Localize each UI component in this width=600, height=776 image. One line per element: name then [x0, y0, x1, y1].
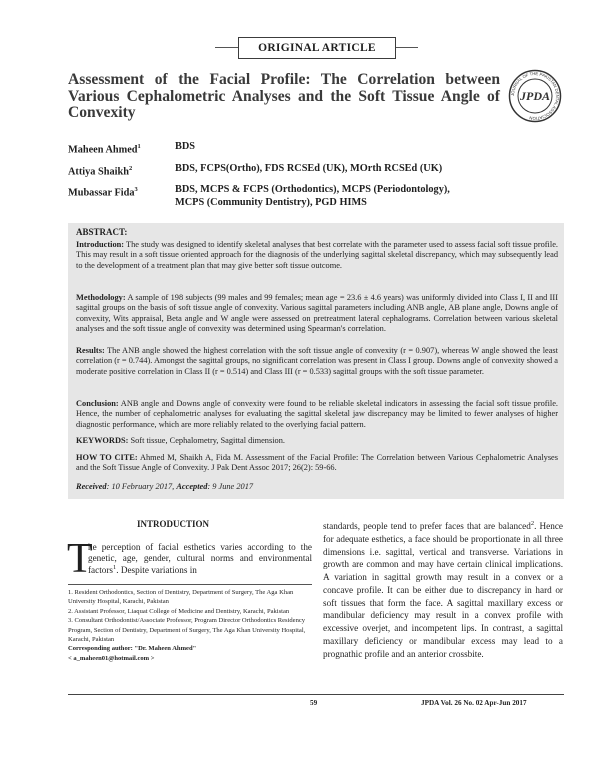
abstract-how-to-cite: HOW TO CITE: Ahmed M, Shaikh A, Fida M. Assessment of the Facial Profile: The Correlation between Various Cephalometric Analyses and the Soft Tissue Angle of Convexity. J Pak Dent Assoc 2017; 26(2): 59-66. — [76, 453, 559, 473]
abstract-results: Results: The ANB angle showed the highest correlation with the soft tissue angle of convexity (r = 0.907), whereas W angle showed the least correlation (r = 0.744). Amongst the sagittal groups, no significant correlation was present in Class I group. Downs angle of convexity showed a moderate positive correlation in Class II (r = 0.514) and Class III (r = 0.533) sagittal groups with the soft tissue parameter. — [76, 346, 558, 376]
journal-citation: JPDA Vol. 26 No. 02 Apr-Jun 2017 — [421, 699, 527, 707]
author-degrees: BDS, FCPS(Ortho), FDS RCSEd (UK), MOrth RCSEd (UK) — [175, 163, 443, 174]
footnote-rule — [68, 584, 312, 585]
author-name: Maheen Ahmed$^1$ — [68, 143, 141, 156]
corresponding-author: Corresponding author: "Dr. Maheen Ahmed" — [68, 645, 197, 653]
author-degrees: MCPS (Community Dentistry), PGD HIMS — [175, 197, 367, 208]
abstract-conclusion: Conclusion: ANB angle and Downs angle of convexity were found to be reliable skeletal indicators in assessing the facial soft tissue profile. Hence, the number of cephalometric analyses for evaluating the sagittal skeletal jaw discrepancy may be limited to fewer analyses of higher diagnostic performance, which are more reliably related to the overlying facial pattern. — [76, 399, 558, 429]
abstract-heading: ABSTRACT: — [76, 227, 128, 237]
seal-ring-text: JOURNAL OF THE PAKISTAN DENTAL ASSOCIATION — [509, 70, 561, 122]
article-title: Assessment of the Facial Profile: The Correlation between Various Cephalometric Analyses and the Soft Tissue Angle of Convexity — [68, 71, 500, 121]
footnote: 2. Assistant Professor, Liaquat College of Medicine and Dentistry, Karachi, Pakistan — [68, 607, 290, 615]
seal-icon — [508, 69, 562, 123]
introduction-col2: standards, people tend to prefer faces that are balanced$^2$. Hence for adequate esthetics, a face should be proportionate in all three dimensions i.e. sagittal, vertical and transverse. Variations in growth are common and may have certain clinical implications. A variation in sagittal growth may result in a convex or a concave profile. It can be either due to discrepancy in hard or soft tissues that form the face. A sagittal maxillary excess or mandibular deficiency may result in a convex profile with excessive overjet, and incompetent lips. In contrast, a sagittal maxillary deficiency or mandibular excess may lead to a prognathic profile and an anterior crossbite. — [323, 520, 563, 659]
seal-text: JPDA — [520, 89, 550, 103]
abstract-dates: Received: 10 February 2017, Accepted: 9 June 2017 — [76, 482, 254, 491]
footnote: 3. Consultant Orthodontist/Associate Professor, Program Director Orthodontics Residency Program, Section of Dentistry, Department of Surgery, The Aga Khan University Hospital, Karachi, Pakistan — [68, 617, 306, 644]
abstract-methodology: Methodology: A sample of 198 subjects (99 males and 99 females; mean age = 23.6 ± 4.6 years) was uniformly divided into Class I, II and III sagittal groups on the basis of soft tissue angle of convexity. Various sagittal parameters including ANB angle, AB plane angle, Downs angle of convexity, Wits appraisal, Beta angle and W angle were assessed on pretreatment lateral cephalograms. Correlation between various skeletal analyses and the soft tissue angle of convexity was determined using Spearman's correlation. — [76, 293, 558, 334]
article-type-badge — [238, 37, 396, 59]
abstract-introduction: Introduction: The study was designed to identify skeletal analyses that best correlate with the parameter used to assess facial soft tissue profile. This may result in a soft tissue oriented approach for the diagnosis of the underlying sagittal skeletal discrepancy, which may subsequently lead to the development of a treatment plan that may give better soft tissue outcome. — [76, 240, 558, 270]
drop-cap: T — [67, 536, 93, 582]
footer-rule — [68, 694, 564, 695]
introduction-col1: he perception of facial esthetics varies according to the genetic, age, gender, cultural norms and environmental factors$^1$. Despite variations in — [88, 542, 312, 576]
abstract-box — [68, 223, 564, 499]
introduction-heading: INTRODUCTION — [137, 519, 210, 529]
author-degrees: BDS, MCPS & FCPS (Orthodontics), MCPS (Periodontology), — [175, 184, 450, 195]
corresponding-email[interactable]: < a_maheen01@hotmail.com > — [68, 654, 155, 662]
author-degrees: BDS — [175, 141, 196, 152]
author-name: Mubassar Fida$^3$ — [68, 186, 138, 199]
footnote: 1. Resident Orthodontics, Section of Dentistry, Department of Surgery, The Aga Khan University Hospital, Karachi, Pakistan — [68, 589, 294, 606]
author-name: Attiya Shaikh$^2$ — [68, 165, 133, 178]
article-type-label: ORIGINAL ARTICLE — [258, 42, 376, 54]
page-number: 59 — [310, 699, 318, 707]
footnotes — [68, 588, 312, 663]
abstract-keywords: KEYWORDS: Soft tissue, Cephalometry, Sagittal dimension. — [76, 436, 285, 445]
